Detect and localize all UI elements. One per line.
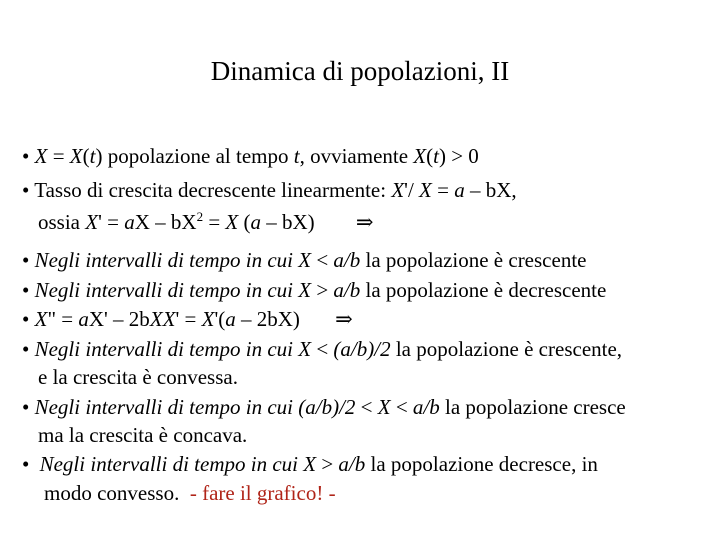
text: X (34, 307, 48, 331)
text: X (292, 210, 308, 234)
bullet: • (22, 144, 30, 168)
bullet: • (22, 307, 30, 331)
text: X (149, 307, 163, 331)
text: X (277, 307, 293, 331)
text: X (69, 144, 83, 168)
text: = (203, 210, 226, 234)
text: la popolazione è decrescente (360, 278, 607, 302)
text: – 2b (235, 307, 278, 331)
text: > (311, 278, 334, 302)
text: = (47, 144, 70, 168)
text: la popolazione è crescente, (390, 337, 623, 361)
continuation-line-3 (38, 209, 374, 234)
text: a/b (333, 248, 361, 272)
graph-reminder: - fare il grafico! - (189, 481, 336, 505)
text: ( (238, 210, 251, 234)
text: a/b (338, 452, 366, 476)
text: '( (214, 307, 226, 331)
text: Negli intervalli di tempo in cui (39, 452, 304, 476)
text: < (390, 395, 413, 419)
text: ( (426, 144, 434, 168)
text: '/ (404, 178, 420, 202)
text: < (355, 395, 378, 419)
text: ' = (98, 210, 125, 234)
text: Negli intervalli di tempo in cui (34, 395, 299, 419)
text: – b (464, 178, 497, 202)
bullet-line-6 (22, 309, 353, 330)
text: < (311, 248, 334, 272)
text: a/b (333, 278, 361, 302)
text: X (298, 278, 312, 302)
text: a (225, 307, 236, 331)
bullet: • (22, 278, 30, 302)
text: X (496, 178, 512, 202)
text: X (85, 210, 99, 234)
bullet-line-11 (22, 454, 598, 475)
text: X (181, 210, 197, 234)
text: ) > 0 (438, 144, 479, 168)
text: la popolazione cresce (439, 395, 626, 419)
text: a (250, 210, 261, 234)
text: la popolazione decresce, in (365, 452, 598, 476)
text: ) popolazione al tempo (95, 144, 294, 168)
text: la popolazione è crescente (360, 248, 587, 272)
bullet-line-5 (22, 280, 606, 301)
text: X (162, 307, 176, 331)
text: modo convesso. (44, 481, 190, 505)
text: < (311, 337, 334, 361)
bullet: • (22, 337, 30, 361)
superscript: 2 (196, 209, 204, 224)
text: (a/b)/2 (298, 395, 356, 419)
text: > (316, 452, 339, 476)
text: Negli intervalli di tempo in cui (34, 337, 299, 361)
text: ma la crescita è concava. (38, 423, 248, 447)
bullet-line-7 (22, 339, 622, 360)
text: Tasso di crescita decrescente linearmente: (34, 178, 392, 202)
text: X (391, 178, 405, 202)
text: X' – 2b (88, 307, 150, 331)
text: " = (47, 307, 79, 331)
implies-icon: ⇒ (355, 210, 374, 234)
text: t (89, 144, 96, 168)
text: Negli intervalli di tempo in cui (34, 278, 299, 302)
continuation-line-12 (44, 483, 336, 504)
implies-icon: ⇒ (335, 307, 353, 331)
text: X (419, 178, 432, 202)
bullet-line-9 (22, 397, 626, 418)
text: X (201, 307, 215, 331)
text: ' = (175, 307, 202, 331)
text: X (298, 248, 312, 272)
text: X (303, 452, 317, 476)
text: X (298, 337, 312, 361)
text: X (377, 395, 391, 419)
text: e la crescita è convessa. (38, 365, 238, 389)
text: ossia (38, 210, 86, 234)
text: , (511, 178, 517, 202)
bullet-line-2 (22, 180, 517, 201)
text: t (433, 144, 439, 168)
text: X (34, 144, 48, 168)
text: ) (292, 307, 300, 331)
text: (a/b)/2 (333, 337, 391, 361)
slide-title: Dinamica di popolazioni, II (210, 56, 510, 86)
bullet: • (22, 178, 30, 202)
bullet: • (22, 395, 30, 419)
text: , ovviamente (299, 144, 414, 168)
text: ( (82, 144, 90, 168)
text: a (124, 210, 135, 234)
continuation-line-10 (38, 425, 247, 446)
text: a (454, 178, 465, 202)
bullet: • (22, 248, 30, 272)
text: Negli intervalli di tempo in cui (34, 248, 299, 272)
bullet-line-1 (22, 146, 479, 167)
text: X – b (134, 210, 182, 234)
bullet: • (22, 452, 30, 476)
text: t (293, 144, 300, 168)
bullet-line-4 (22, 250, 586, 271)
text: = (431, 178, 455, 202)
text: ) (307, 210, 315, 234)
text: – b (260, 210, 293, 234)
text: X (225, 210, 239, 234)
text: a (78, 307, 89, 331)
text: X (413, 144, 427, 168)
continuation-line-8 (38, 367, 238, 388)
text: a/b (412, 395, 440, 419)
